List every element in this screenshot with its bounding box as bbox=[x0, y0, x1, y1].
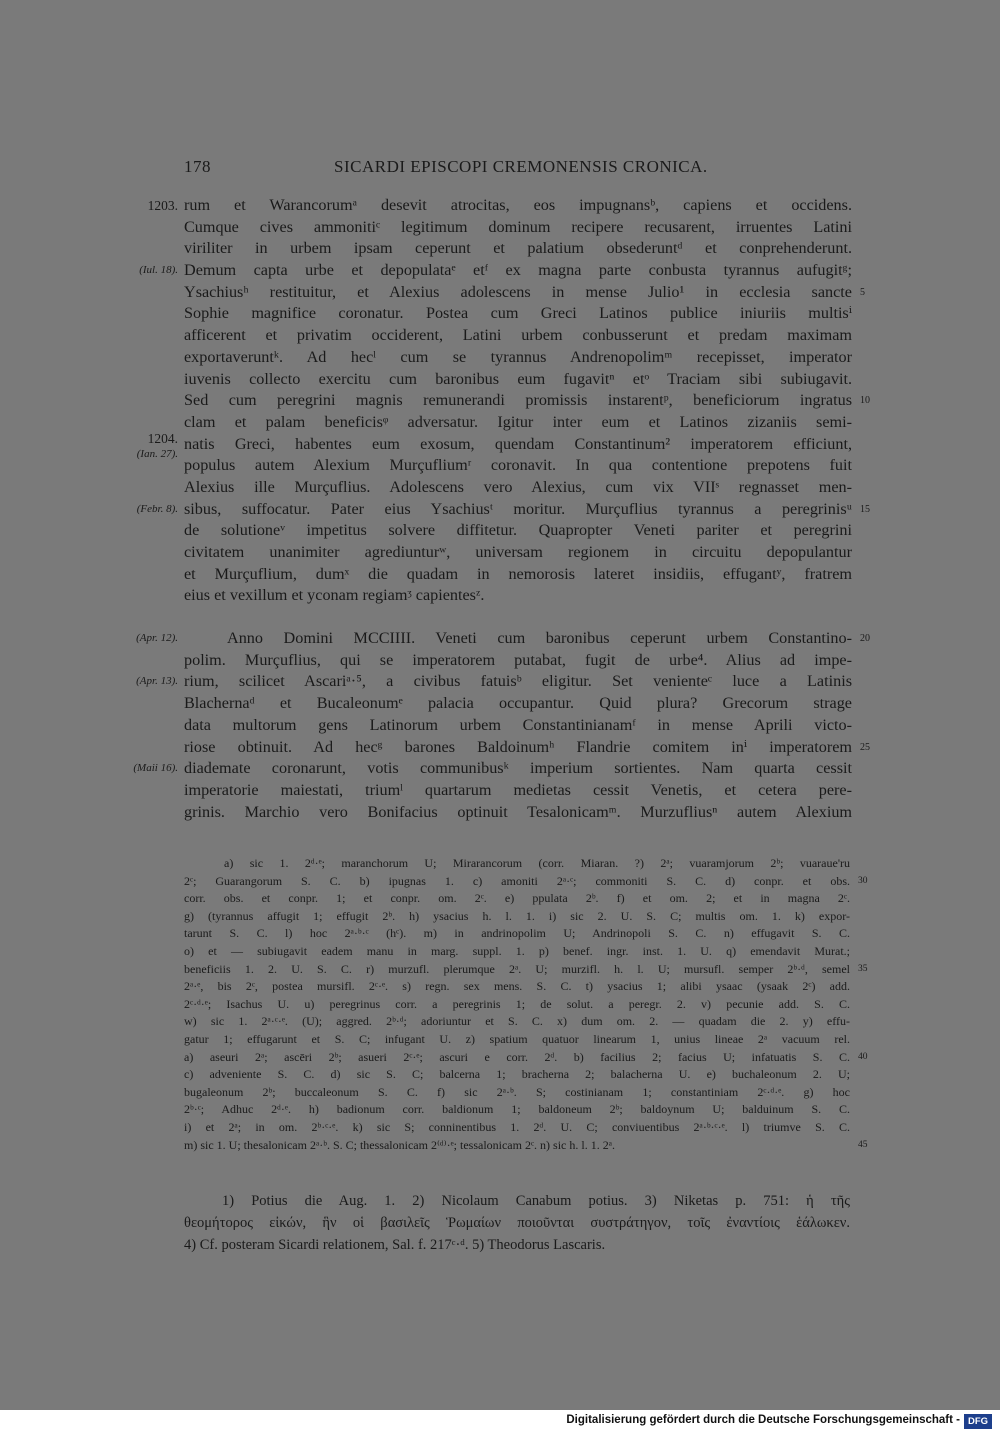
line-number: 25 bbox=[860, 741, 870, 753]
line-number: 40 bbox=[858, 1051, 868, 1062]
apparatus-text: c) adveniente S. C. d) sic S. C; balcerna 1; bracherna 2; balacherna U. e) buchaleonum 2. U; bbox=[184, 1067, 850, 1082]
line-text: afficerent et privatim occiderent, Latini urbem conbusserunt et predam maximam bbox=[184, 326, 852, 345]
apparatus-text: beneficiis 1. 2. U. S. C. r) murzufl. plerumque 2ᵃ. U; murzifl. h. l. U; mursufl. semper 2ᵇ·ᵈ, semel bbox=[184, 961, 850, 976]
margin-date: (Febr. 8). bbox=[136, 502, 178, 515]
apparatus-line bbox=[184, 925, 852, 943]
margin-date: (Ian. 27). bbox=[136, 447, 178, 460]
footnote-text: 4) Cf. posteram Sicardi relationem, Sal. f. 217ᶜ·ᵈ. 5) Theodorus Lascaris. bbox=[184, 1237, 606, 1253]
margin-date: (Maii 16). bbox=[133, 762, 178, 775]
apparatus-line bbox=[184, 996, 852, 1014]
text-line bbox=[184, 282, 865, 304]
line-text: civitatem unanimiter agrediunturʷ, universam regionem in circuitu depopulantur bbox=[184, 543, 852, 561]
apparatus-line bbox=[184, 961, 868, 979]
text-line bbox=[184, 542, 854, 564]
line-text: populus autem Alexium Murçufliumʳ coronavit. In qua contentione prepotens fuit bbox=[184, 456, 852, 475]
line-text: iuvenis collecto exercitu cum baronibus eum fugavitⁿ etᵒ Traciam sibi subiugavit. bbox=[184, 369, 852, 388]
margin-date: (Iul. 18). bbox=[139, 264, 178, 277]
apparatus-line bbox=[184, 1137, 868, 1155]
line-text: rium, scilicet Ascariᵃ·⁵, a civibus fatuisᵇ eligitur. Set venienteᶜ luce a Latinis bbox=[184, 672, 852, 691]
line-number: 10 bbox=[860, 395, 870, 407]
apparatus-text: 2ᵇ·ᶜ; Adhuc 2ᵈ·ᵉ. h) badionum corr. baldionum 1; baldoneum 2ᵇ; baldoynum U; balduinum S. C. bbox=[184, 1102, 850, 1117]
line-text: riose obtinuit. Ad hecᵍ barones Baldoinumʰ Flandrie comitem inⁱ imperatorem bbox=[184, 737, 852, 756]
line-text: eius et vexillum et yconam regiamᶾ capientesᶻ. bbox=[184, 586, 485, 605]
text-line bbox=[184, 238, 854, 260]
line-text: exportaveruntᵏ. Ad hecˡ cum se tyrannus Andrenopolimᵐ recepisset, imperator bbox=[184, 347, 852, 366]
page-number: 178 bbox=[184, 157, 211, 176]
line-text: imperatorie maiestati, triumˡ quartarum medietas cessit Venetis, et cetera pere- bbox=[184, 780, 852, 799]
apparatus-text: bugaleonum 2ᵇ; buccaleonum S. C. f) sic 2ᵃ·ᵇ. S; costinianam 1; constantiniam 2ᶜ·ᵈ·ᵉ. g) hoc bbox=[184, 1084, 850, 1099]
text-line bbox=[184, 737, 870, 759]
line-text: Anno Domini MCCIIII. Veneti cum baronibus ceperunt urbem Constantino- bbox=[227, 629, 852, 648]
text-line bbox=[184, 564, 854, 586]
apparatus-line bbox=[184, 1013, 852, 1031]
paragraph-gap bbox=[184, 607, 854, 628]
apparatus-line bbox=[184, 1031, 852, 1049]
line-text: Sophie magnifice coronatur. Postea cum Greci Latinos publice iniuriis multisⁱ bbox=[184, 304, 852, 323]
line-text: sibus, suffocatur. Pater eius Ysachiusᵗ moritur. Murçuflius tyrannus a peregrinisᵘ bbox=[184, 499, 852, 518]
apparatus-text: a) sic 1. 2ᵈ·ᵉ; maranchorum U; Mirarancorum (corr. Miaran. ?) 2ᵃ; vuaramjorum 2ᵇ; vuaraue'ru bbox=[224, 856, 850, 870]
apparatus-text: 2ᶜ·ᵈ·ᵉ; Isachus U. u) peregrinus corr. a peregrinis 1; de solut. a peregr. 2. v) pecunie add. S. C. bbox=[184, 996, 850, 1011]
footer-bar bbox=[0, 1410, 1000, 1434]
apparatus-line bbox=[184, 1119, 852, 1137]
text-line bbox=[184, 520, 854, 542]
apparatus-line bbox=[184, 1066, 852, 1084]
footnotes bbox=[184, 1190, 852, 1256]
margin-date: (Apr. 13). bbox=[136, 675, 178, 688]
line-text: Blachernaᵈ et Bucaleonumᵉ palacia occupantur. Quid plura? Grecorum strage bbox=[184, 694, 852, 713]
text-line bbox=[136, 671, 854, 693]
margin-year: 1203. bbox=[147, 198, 178, 213]
line-text: Ysachiusʰ restituitur, et Alexius adolescens in mense Julio¹ in ecclesia sancte bbox=[184, 282, 852, 301]
line-text: polim. Murçuflius, qui se imperatorem putabat, fugit de urbe⁴. Alius ad impe- bbox=[184, 650, 852, 669]
line-text: clam et palam beneficisᵠ adversatur. Igitur inter eum et Latinos zizaniis semi- bbox=[184, 412, 852, 431]
line-number: 35 bbox=[858, 963, 868, 974]
line-text: Cumque cives ammonitiᶜ legitimum dominum recipere recusarent, irruentes Latini bbox=[184, 217, 852, 236]
text-line bbox=[184, 455, 854, 477]
text-line bbox=[184, 325, 854, 347]
line-text: natis Greci, habentes eum exosum, quendam Constantinum² imperatorem efficiunt, bbox=[184, 434, 852, 453]
apparatus-text: m) sic 1. U; thesalonicam 2ᵃ·ᵇ. S. C; thessalonicam 2⁽ᵈ⁾·ᵉ; tessalonicam 2ᶜ. n) sic h. l. 1. 2ᵃ. bbox=[184, 1137, 615, 1152]
text-line bbox=[136, 430, 854, 460]
text-line bbox=[133, 758, 854, 780]
line-text: grinis. Marchio vero Bonifacius optinuit Tesalonicamᵐ. Murzufliusⁿ autem Alexium bbox=[184, 802, 852, 821]
text-line bbox=[184, 650, 854, 672]
apparatus-text: o) et — subiugavit eadem manu in marg. suppl. 1. p) benef. ingr. inst. 1. U. q) emendavit Murat.; bbox=[184, 943, 850, 958]
margin-year: 1204. bbox=[147, 430, 178, 446]
main-text bbox=[133, 195, 870, 823]
line-text: Demum capta urbe et depopulataᵉ etᶠ ex magna parte conbusta tyrannus aufugitᵍ; bbox=[184, 261, 852, 280]
apparatus-text: tarunt S. C. l) hoc 2ᵃ·ᵇ·ᶜ (hᶜ). m) in andrinopolim U; Andrinopoli S. C. n) effugavit S. C. bbox=[184, 926, 850, 941]
line-text: rum et Warancorumᵃ desevit atrocitas, eos impugnansᵇ, capiens et occidens. bbox=[184, 196, 852, 214]
line-text: et Murçuflium, dumˣ die quadam in nemorosis lateret insidiis, effugantʸ, fratrem bbox=[184, 564, 852, 583]
text-line bbox=[184, 715, 854, 737]
text-line bbox=[147, 195, 854, 217]
line-number: 45 bbox=[858, 1139, 868, 1150]
text-line bbox=[184, 303, 854, 325]
footnote-line bbox=[184, 1190, 852, 1212]
footnote-line bbox=[184, 1212, 852, 1234]
apparatus-line bbox=[184, 1049, 868, 1067]
line-text: Alexius ille Murçuflius. Adolescens vero Alexius, cum vix VIIˢ regnasset men- bbox=[184, 477, 852, 496]
line-text: de solutioneᵛ impetitus solvere diffitetur. Quapropter Veneti pariter et peregrini bbox=[184, 521, 852, 540]
running-title: SICARDI EPISCOPI CREMONENSIS CRONICA. bbox=[334, 157, 708, 176]
text-line bbox=[184, 217, 854, 239]
line-text: Sed cum peregrini magnis remunerandi promissis instarentᵖ, beneficiorum ingratus bbox=[184, 391, 852, 410]
apparatus-text: g) (tyrannus affugit 1; effugit 2ᵇ. h) ysacius h. l. 1. i) sic 2. U. S. C; multis om. 1. k) expor- bbox=[184, 908, 850, 923]
funding-notice: Digitalisierung gefördert durch die Deutsche Forschungsgemeinschaft - bbox=[566, 1414, 960, 1426]
text-line bbox=[136, 499, 870, 521]
margin-date: (Apr. 12). bbox=[136, 632, 178, 645]
footnote-text: 1) Potius die Aug. 1. 2) Nicolaum Canabum potius. 3) Niketas p. 751: ἡ τῆς bbox=[222, 1193, 850, 1209]
apparatus-text: 2ᵃ·ᵉ, bis 2ᶜ, postea mursifl. 2ᶜ·ᵉ. s) regn. sex mens. S. C. t) ysacius 1; alibi ysaac (ysaak 2ᶜ) add. bbox=[184, 979, 850, 994]
text-line bbox=[136, 628, 870, 650]
apparatus-text: w) sic 1. 2ᵃ·ᶜ·ᵉ. (U); aggred. 2ᵇ·ᵈ; adoriuntur et S. C. x) dum om. 2. — quadam die 2. y) effu- bbox=[184, 1014, 850, 1029]
text-line bbox=[184, 585, 854, 607]
text-line bbox=[184, 412, 854, 434]
apparatus-text: a) aseuri 2ᵃ; ascēri 2ᵇ; asueri 2ᶜ·ᵉ; ascuri e corr. 2ᵈ. b) facilius 2; facius U; infatuatis S. C. bbox=[184, 1049, 850, 1064]
apparatus-line bbox=[184, 1101, 852, 1119]
text-line bbox=[184, 369, 854, 391]
text-line bbox=[184, 477, 854, 499]
critical-apparatus bbox=[184, 855, 868, 1154]
apparatus-line bbox=[184, 978, 852, 996]
line-number: 30 bbox=[858, 875, 868, 886]
apparatus-line bbox=[184, 943, 852, 961]
text-line bbox=[139, 260, 854, 282]
apparatus-line bbox=[184, 873, 868, 891]
apparatus-text: i) et 2ᵃ; in om. 2ᵇ·ᶜ·ᵉ. k) sic S; conninentibus 1. 2ᵈ. U. C; conviuentibus 2ᵃ·ᵇ·ᶜ·ᵉ. l) triumve S. C. bbox=[184, 1119, 850, 1134]
apparatus-text: 2ᶜ; Guarangorum S. C. b) ipugnas 1. c) amoniti 2ᵃ·ᶜ; commoniti S. C. d) conpr. et obs. bbox=[184, 873, 850, 888]
line-number: 5 bbox=[860, 286, 865, 298]
text-line bbox=[184, 780, 854, 802]
text-line bbox=[184, 390, 870, 412]
line-number: 20 bbox=[860, 633, 870, 645]
apparatus-line bbox=[184, 855, 852, 873]
text-line bbox=[184, 802, 854, 824]
line-number: 15 bbox=[860, 503, 870, 515]
footnote-line bbox=[184, 1234, 852, 1256]
text-line bbox=[184, 693, 854, 715]
apparatus-line bbox=[184, 890, 852, 908]
apparatus-line bbox=[184, 908, 852, 926]
line-text: viriliter in urbem ipsam ceperunt et palatium obsederuntᵈ et conprehenderunt. bbox=[184, 239, 852, 258]
apparatus-line bbox=[184, 1084, 852, 1102]
line-text: data multorum gens Latinorum urbem Constantinianamᶠ in mense Aprili victo- bbox=[184, 715, 852, 734]
line-text: diademate coronarunt, votis communibusᵏ imperium sortientes. Nam quarta cessit bbox=[184, 759, 852, 778]
apparatus-text: corr. obs. et conpr. 1; et conpr. om. 2ᶜ. e) ppulata 2ᵇ. f) et om. 2; et in magna 2ᶜ. bbox=[184, 891, 850, 906]
apparatus-text: gatur 1; effugarunt et S. C; infugant U. z) spatium quatuor linearum 1, unius lineae 2ᵃ vacuum rel. bbox=[184, 1031, 850, 1046]
text-line bbox=[184, 347, 854, 369]
dfg-logo[interactable]: DFG bbox=[964, 1414, 992, 1429]
footnote-text: θεομήτορος εἰκών, ἣν οἱ βασιλεῖς Ῥωμαίων ποιοῦνται συστράτηγον, τοῖς ἐναντίοις ἑάλωκεν. bbox=[184, 1215, 850, 1231]
